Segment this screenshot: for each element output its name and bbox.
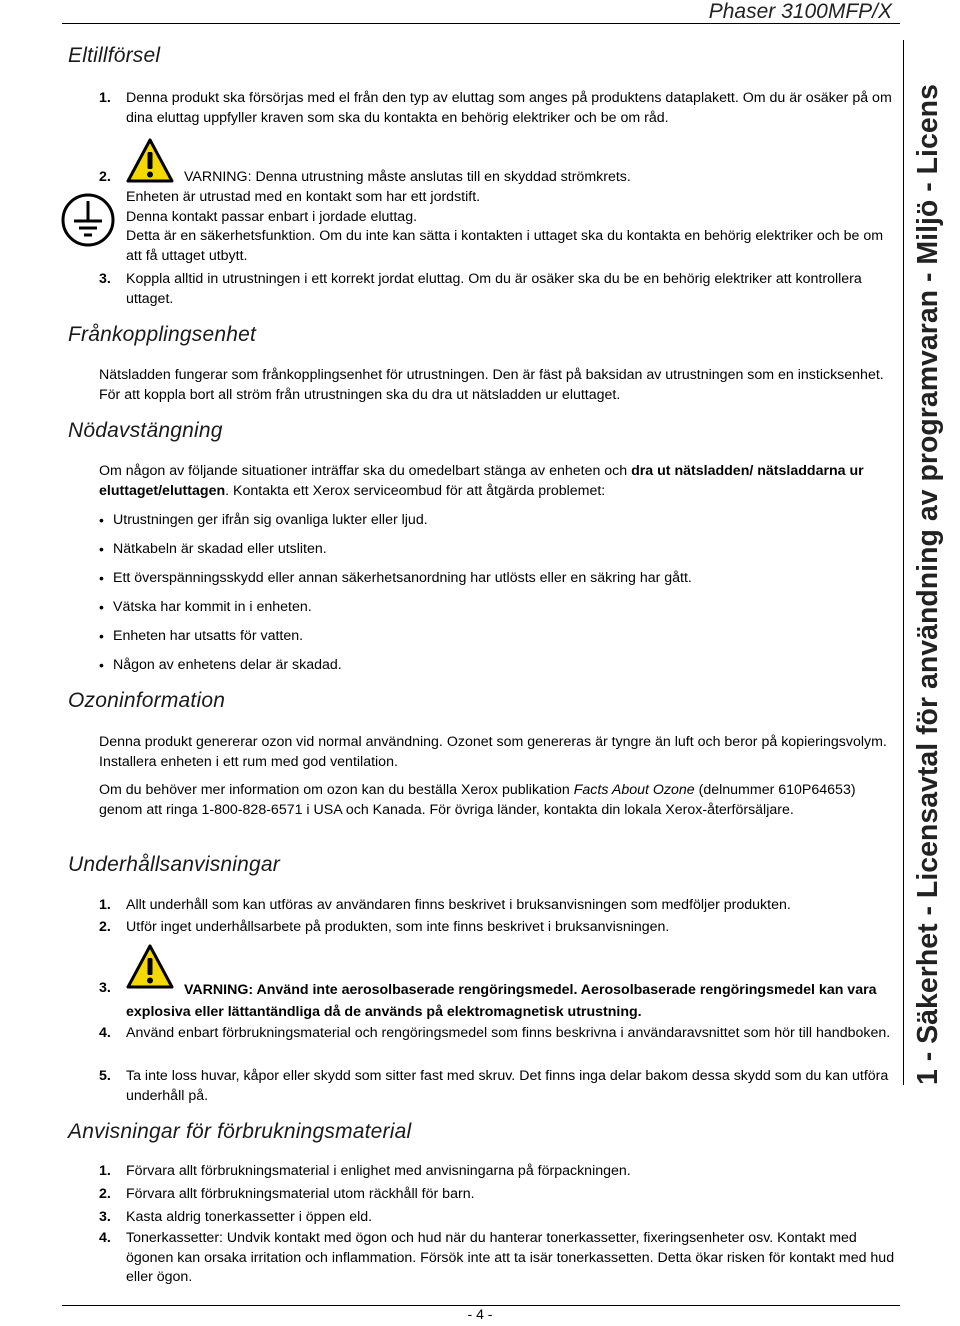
bullet-mark: • (99, 599, 104, 615)
side-rule (903, 40, 904, 1085)
bullet-item: Utrustningen ger ifrån sig ovanliga lukter eller ljud. (113, 512, 428, 528)
section-title-eltillforsel: Eltillförsel (68, 44, 161, 67)
list-item: Koppla alltid in utrustningen i ett korrekt jordat eluttag. Om du är osäker ska du be en behörig elektriker att kontrollera uttaget. (126, 271, 862, 307)
paragraph: Denna produkt genererar ozon vid normal användning. Ozonet som genereras är tyngre än luft och beror på kopieringsvolym. Installera enheten i ett rum med god ventilation. (99, 734, 887, 770)
list-number: 5. (99, 1068, 111, 1084)
page-number: - 4 - (467, 1306, 493, 1322)
bullet-mark: • (99, 541, 104, 557)
paragraph: Om du behöver mer information om ozon kan du beställa Xerox publikation Facts About Ozone (delnummer 610P64653) genom att ringa 1-800-828-6571 i USA och Kanada. För övriga länder, kontakta din lokala Xerox-återförsäljare. (99, 782, 856, 818)
section-title-underhall: Underhållsanvisningar (68, 853, 280, 876)
list-item: Tonerkassetter: Undvik kontakt med ögon och hud när du hanterar tonerkassetter, fixeringsenheter osv. Kontakt med ögonen kan orsaka irritation och inflammation. Försök inte att ta isär tonerkassetten. Detta ökar risken för kontakt med hud eller ögon. (126, 1230, 895, 1285)
section-title-nodavstangning: Nödavstängning (68, 419, 223, 442)
list-item: Utför inget underhållsarbete på produkten, som inte finns beskrivet i bruksanvisningen. (126, 919, 670, 935)
list-item: Allt underhåll som kan utföras av användaren finns beskrivet i bruksanvisningen som medföljer produkten. (126, 897, 791, 913)
warning-text: VARNING: Denna utrustning måste anslutas till en skyddad strömkrets. (184, 169, 631, 185)
section-title-ozon: Ozoninformation (68, 689, 226, 712)
warning-text: VARNING: Använd inte aerosolbaserade rengöringsmedel. Aerosolbaserade rengöringsmedel kan vara explosiva eller lättantändliga då de används på elektromagnetisk utrustning. (126, 982, 877, 1020)
list-item: Ta inte loss huvar, kåpor eller skydd som sitter fast med skruv. Det finns inga delar bakom dessa skydd som du kan utföra underhåll på. (126, 1068, 889, 1104)
bullet-item: Ett överspänningsskydd eller annan säkerhetsanordning har utlösts eller en säkring har gått. (113, 570, 692, 586)
bullet-item: Nätkabeln är skadad eller utsliten. (113, 541, 327, 557)
list-number: 3. (99, 1209, 111, 1225)
bullet-mark: • (99, 628, 104, 644)
list-number: 4. (99, 1230, 111, 1246)
paragraph: Om någon av följande situationer inträffar ska du omedelbart stänga av enheten och dra ut nätsladden/ nätsladdarna ur eluttaget/eluttagen. Kontakta ett Xerox serviceombud för att åtgärda problemet: (99, 463, 864, 499)
bullet-item: Någon av enhetens delar är skadad. (113, 657, 342, 673)
header-title: Phaser 3100MFP/X (708, 0, 892, 23)
list-number: 1. (99, 897, 111, 913)
list-number: 3. (99, 980, 111, 996)
section-title-frankoppling: Frånkopplingsenhet (68, 323, 257, 346)
list-item: Förvara allt förbrukningsmaterial utom räckhåll för barn. (126, 1186, 475, 1202)
ground-symbol-icon (60, 192, 116, 248)
list-item-line: Detta är en säkerhetsfunktion. Om du inte kan sätta i kontakten i uttaget ska du kontakta en behörig elektriker och be om att få uttaget utbytt. (126, 228, 884, 264)
list-number: 2. (99, 169, 111, 185)
list-item: Använd enbart förbrukningsmaterial och rengöringsmedel som finns beskrivna i användaravsnittet som hör till handboken. (126, 1025, 891, 1041)
list-number: 2. (99, 1186, 111, 1202)
section-title-forbrukning: Anvisningar för förbrukningsmaterial (68, 1120, 412, 1143)
bullet-mark: • (99, 512, 104, 528)
paragraph: Nätsladden fungerar som frånkopplingsenhet för utrustningen. Den är fäst på baksidan av utrustningen som en insticksenhet. För att koppla bort all ström från utrustningen ska du dra ut nätsladden ur eluttaget. (99, 367, 884, 403)
bullet-item: Vätska har kommit in i enheten. (113, 599, 312, 615)
list-number: 1. (99, 1163, 111, 1179)
list-number: 3. (99, 271, 111, 287)
bullet-mark: • (99, 570, 104, 586)
list-number: 1. (99, 90, 111, 106)
bullet-mark: • (99, 657, 104, 673)
list-number: 2. (99, 919, 111, 935)
list-item: Förvara allt förbrukningsmaterial i enlighet med anvisningarna på förpackningen. (126, 1163, 631, 1179)
list-item: Denna produkt ska försörjas med el från den typ av eluttag som anges på produktens dataplakett. Om du är osäker på om dina eluttag uppfyller kraven som ska du kontakta en behörig elektriker och be om råd. (126, 90, 892, 126)
header-rule (62, 23, 900, 24)
list-item: Kasta aldrig tonerkassetter i öppen eld. (126, 1209, 373, 1225)
list-item-line: Enheten är utrustad med en kontakt som har ett jordstift. (126, 189, 481, 205)
list-item-line: Denna kontakt passar enbart i jordade eluttag. (126, 209, 418, 225)
warning-triangle-icon (126, 138, 174, 184)
list-number: 4. (99, 1025, 111, 1041)
side-tab-text: 1 - Säkerhet - Licensavtal för användning av programvaran - Miljö - Licens (912, 84, 944, 1085)
bullet-item: Enheten har utsatts för vatten. (113, 628, 304, 644)
